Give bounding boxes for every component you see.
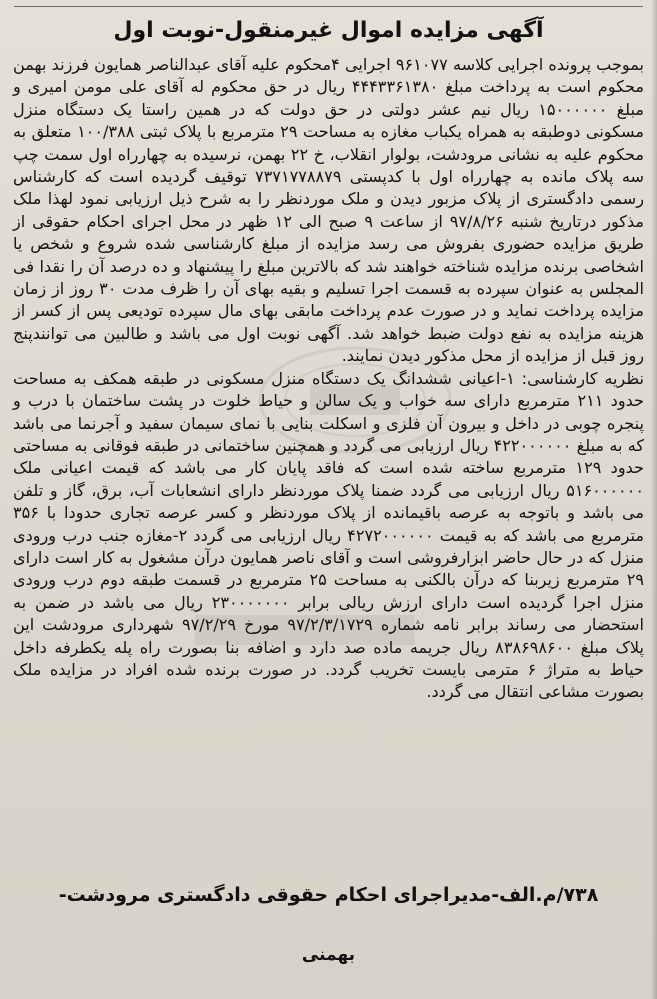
notice-signature: ۷۳۸/م.الف-مدیراجرای احکام حقوقی دادگستری مرودشت- (58, 884, 599, 906)
notice-paragraph-expert-opinion: نظریه کارشناسی: ۱-اعیانی ششدانگ یک دستگاه منزل مسکونی در طبقه همکف به مساحت حدود ۲۱۱ مترمربع دارای سه خواب و یک سالن و حیاط خلوت در پشت ساختمان با درب و پنجره چوبی در داخل و بیرون آن فلزی و اسکلت بنایی با نمای سیمان سفید و آجرنما می باشد که به مبلغ ۴۲۲۰۰۰۰۰۰ ریال ارزیابی می گردد و همچنین ساختمانی در طبقه فوقانی به مساحتی حدود ۱۲۹ مترمربع ساخته شده است که فاقد پایان کار می باشد که قیمت اعیانی ملک ۵۱۶۰۰۰۰۰۰ ریال ارزیابی می گردد ضمنا پلاک موردنظر دارای انشعابات آب، برق، گاز و تلفن می باشد و باتوجه به عرصه باقیمانده از پلاک موردنظر و کسر عرصه تجاری حدودا با ۳۵۶ مترمربع می باشد که به قیمت ۴۲۷۲۰۰۰۰۰۰ ریال ارزیابی می گردد ۲-مغازه جنب درب ورودی منزل که در حال حاضر ابزارفروشی است و آقای ناصر همایون درآن مشغول به کار است دارای ۲۹ مترمربع زیربنا که درآن بالکنی به مساحت ۲۵ مترمربع در قسمت طبقه دوم درب ورودی منزل اجرا گردیده است دارای ارزش ریالی برابر ۲۳۰۰۰۰۰۰۰ ریال می باشد در ضمن به استحضار می رساند برابر نامه شماره ۹۷/۲/۳/۱۷۲۹ مورخ ۹۷/۲/۲۹ شهرداری مرودشت این پلاک مبلغ ۸۳۸۶۹۸۶۰۰ ریال جریمه ماده صد دارد و اضافه بنا بصورت راه پله یکطرفه داخل حیاط به متراژ ۶ مترمی بایست تخریب گردد. در صورت برنده شده افراد در مزایده ملک بصورت مشاعی انتقال می گردد. (13, 368, 645, 702)
notice-title: آگهی مزایده اموال غیرمنقول-نوبت اول (113, 18, 544, 43)
notice-paragraph-main: بموجب پرونده اجرایی کلاسه ۹۶۱۰۷۷ اجرایی ۴محکوم علیه آقای عبدالناصر همایون فرزند بهمن محکوم است به پرداخت مبلغ ۴۴۴۳۳۶۱۳۸۰ ریال در حق محکوم له آقای علی مومن امیری و مبلغ ۱۵۰۰۰۰۰۰ ریال نیم عشر دولتی در حق دولت که در همین راستا یک دستگاه منزل مسکونی دوطبقه به همراه یکباب مغازه به مساحت ۲۹ مترمربع با پلاک ثبتی ۱۰۰/۳۸۸ متعلق به محکوم علیه به نشانی مرودشت، بولوار انقلاب، خ ۲۲ بهمن، نرسیده به چهارراه اول سمت چپ سه پلاک مانده به چهارراه اول با کدپستی ۷۳۷۱۷۷۸۸۷۹ توقیف گردیده است که کارشناس رسمی دادگستری از پلاک مزبور دیدن و ملک موردنظر را به شرح ذیل ارزیابی نمود لهذا ملک مذکور درتاریخ شنبه ۹۷/۸/۲۶ از ساعت ۹ صبح الی ۱۲ ظهر در محل اجرای احکام حقوقی از طریق مزایده حضوری بفروش می رسد مزایده از مبلغ کارشناسی شده شروع و شخص یا اشخاصی برنده مزایده شناخته خواهند شد که بالاترین مبلغ را پیشنهاد و ده درصد آن را نقدا فی المجلس به عنوان سپرده به قسمت اجرا تسلیم و بقیه بهای آن را ظرف مدت ۳۰ روز از زمان مزایده پرداخت نماید و در صورت عدم پرداخت مابقی بهای مال سپرده تودیعی پس از کسر از هزینه مزایده به نفع دولت ضبط خواهد شد. آگهی نوبت اول می باشد و طالبین می توانندپنج روز قبل از مزایده از محل مذکور دیدن نمایند. (13, 55, 645, 366)
notice-body (13, 54, 644, 704)
top-rule (14, 6, 643, 7)
page-edge-shadow (651, 0, 657, 999)
notice-footer-name: بهمنی (301, 945, 356, 965)
